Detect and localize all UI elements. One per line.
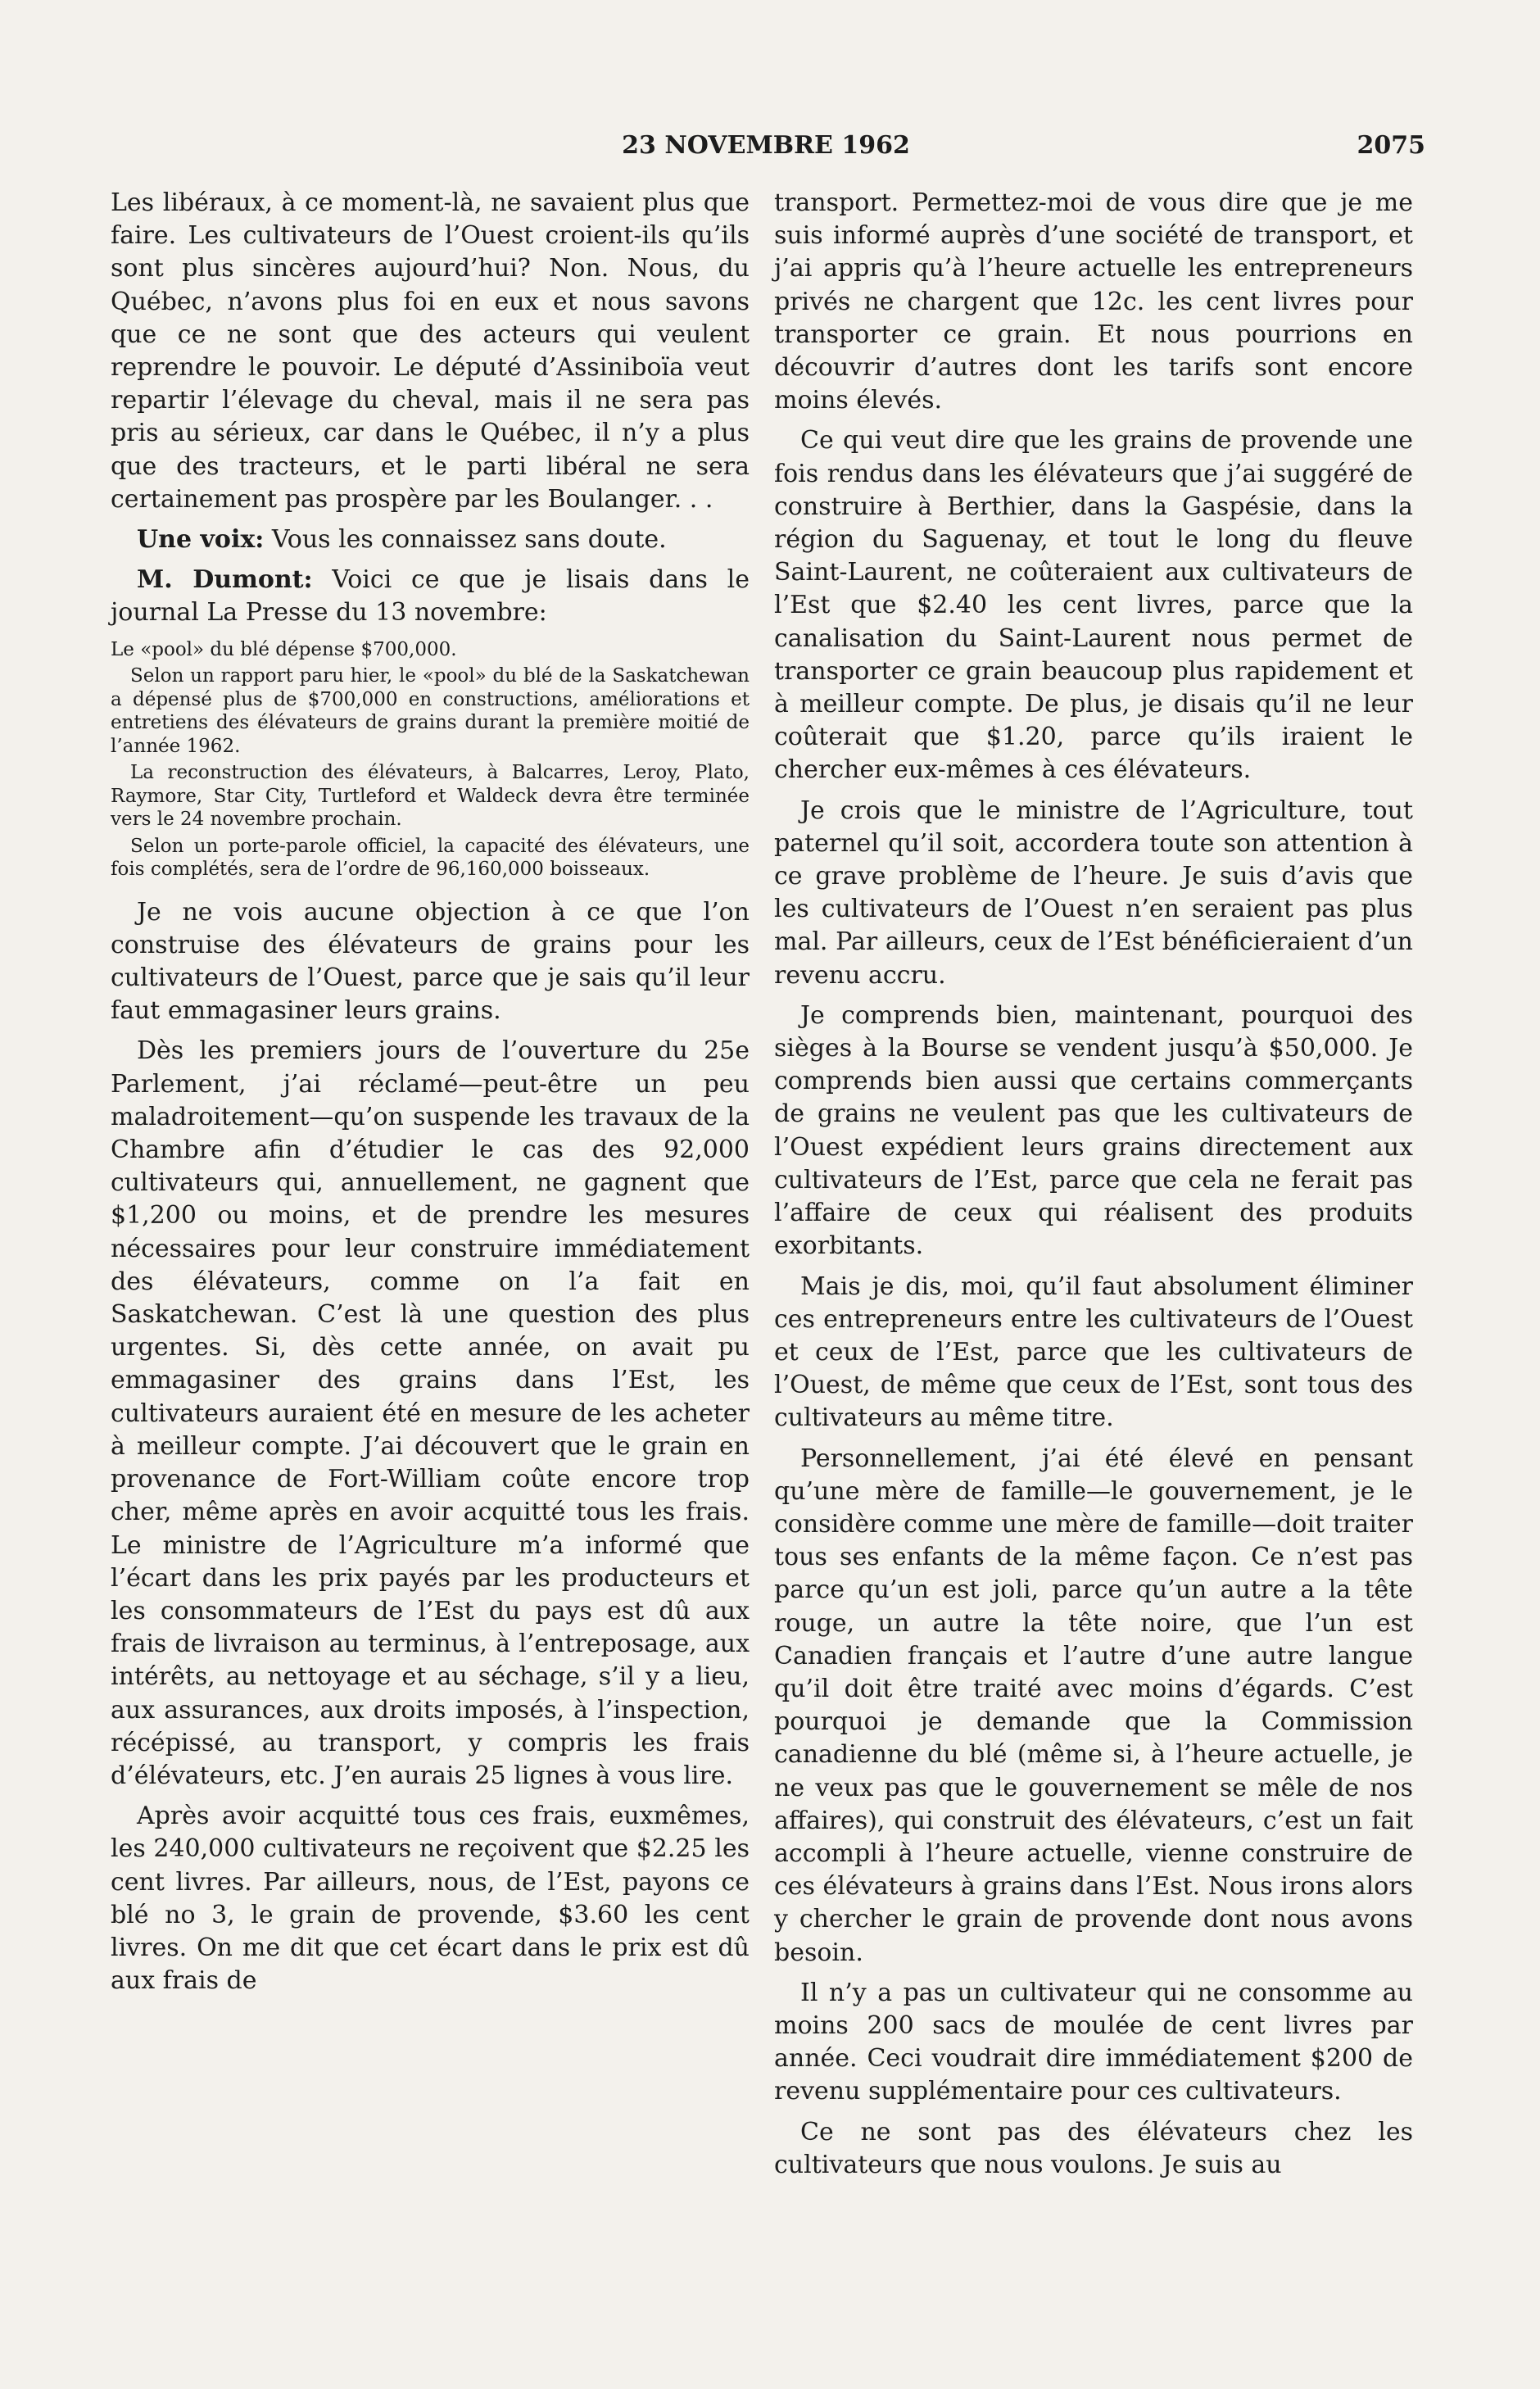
paragraph: Mais je dis, moi, qu’il faut absolument éliminer ces entrepreneurs entre les cultivateurs de l’Ouest et ceux de l’Est, parce que les cultivateurs de l’Ouest, de même que ceux de l’Est, sont tous des cultivateurs au même titre. — [774, 1272, 1413, 1433]
page-number: 2075 — [1357, 131, 1425, 160]
paragraph: Ce ne sont pas des élévateurs chez les cultivateurs que nous voulons. Je suis au — [774, 2117, 1413, 2179]
speaker-label: Une voix: — [137, 525, 265, 555]
left-column — [111, 187, 750, 2005]
speech-text: Vous les connaissez sans doute. — [264, 525, 667, 555]
paragraph: Ce qui veut dire que les grains de provende une fois rendus dans les élévateurs que j’ai suggéré de construire à Berthier, dans la Gaspésie, dans la région du Saguenay, et tout le long du fleuve Saint-Laurent, ne coûteraient aux cultivateurs de l’Est que $2.40 les cent livres, parce que la canalisation du Saint-Laurent nous permet de transporter ce grain beaucoup plus rapidement et à meilleur compte. De plus, je disais qu’il ne leur coûterait que $1.20, parce qu’ils iraient le chercher eux-mêmes à ces élévateurs. — [774, 426, 1413, 785]
paragraph: transport. Permettez-moi de vous dire que je me suis informé auprès d’une société de transport, et j’ai appris qu’à l’heure actuelle les entrepreneurs privés ne chargent que 12c. les cent livres pour transporter ce grain. Et nous pourrions en découvrir d’autres dont les tarifs sont encore moins élevés. — [774, 188, 1413, 415]
quote-paragraph: Selon un porte-parole officiel, la capacité des élévateurs, une fois complétés, sera de l’ordre de 96,160,000 boisseaux. — [111, 835, 750, 881]
speech-text: Voici ce que je lisais dans le journal La Presse du 13 novembre: — [111, 565, 750, 628]
right-column — [774, 187, 1413, 2189]
paragraph: Dès les premiers jours de l’ouverture du 25e Parlement, j’ai réclamé—peut-être un peu maladroitement—qu’on suspende les travaux de la Chambre afin d’étudier le cas des 92,000 cultivateurs qui, annuellement, ne gagnent que $1,200 ou moins, et de prendre les mesures nécessaires pour leur construire immédiatement des élévateurs, comme on l’a fait en Saskatchewan. C’est là une question des plus urgentes. Si, dès cette année, on avait pu emmagasiner des grains dans l’Est, les cultivateurs auraient été en mesure de les acheter à meilleur compte. J’ai découvert que le grain en provenance de Fort-William coûte encore trop cher, même après en avoir acquitté tous les frais. Le ministre de l’Agriculture m’a informé que l’écart dans les prix payés par les producteurs et les consommateurs de l’Est du pays est dû aux frais de livraison au terminus, à l’entreposage, aux intérêts, au nettoyage et au séchage, s’il y a lieu, aux assurances, aux droits imposés, à l’inspection, récépissé, au transport, y compris les frais d’élévateurs, etc. J’en aurais 25 lignes à vous lire. — [111, 1036, 750, 1790]
paragraph: Les libéraux, à ce moment-là, ne savaient plus que faire. Les cultivateurs de l’Ouest croient-ils qu’ils sont plus sincères aujourd’hui? Non. Nous, du Québec, n’avons plus foi en eux et nous savons que ce ne sont que des acteurs qui veulent reprendre le pouvoir. Le député d’Assiniboïa veut repartir l’élevage du cheval, mais il ne sera pas pris au sérieux, car dans le Québec, il n’y a plus que des tracteurs, et le parti libéral ne sera certainement pas prospère par les Boulanger. . . — [111, 188, 750, 514]
paragraph: Personnellement, j’ai été élevé en pensant qu’une mère de famille—le gouvernement, je le considère comme une mère de famille—doit traiter tous ses enfants de la même façon. Ce n’est pas parce qu’un est joli, parce qu’un autre a la tête rouge, un autre la tête noire, que l’un est Canadien français et l’autre d’une autre langue qu’il doit être traité avec moins d’égards. C’est pourquoi je demande que la Commission canadienne du blé (même si, à l’heure actuelle, je ne veux pas que le gouvernement se mêle de nos affaires), qui construit des élévateurs, c’est un fait accompli à l’heure actuelle, vienne construire de ces élévateurs à grains dans l’Est. Nous irons alors y chercher le grain de provende dont nous avons besoin. — [774, 1444, 1413, 1967]
paragraph: Je ne vois aucune objection à ce que l’on construise des élévateurs de grains pour les cultivateurs de l’Ouest, parce que je sais qu’il leur faut emmagasiner leurs grains. — [111, 897, 750, 1026]
quote-paragraph: La reconstruction des élévateurs, à Balcarres, Leroy, Plato, Raymore, Star City, Turtleford et Waldeck devra être terminée vers le 24 novembre prochain. — [111, 762, 750, 831]
paragraph: Il n’y a pas un cultivateur qui ne consomme au moins 200 sacs de moulée de cent livres par année. Ceci voudrait dire immédiatement $200 de revenu supplémentaire pour ces cultivateurs. — [774, 1978, 1413, 2106]
header-date: 23 NOVEMBRE 1962 — [622, 131, 910, 160]
speaker-label: M. Dumont: — [137, 565, 313, 595]
quote-paragraph: Selon un rapport paru hier, le «pool» du blé de la Saskatchewan a dépensé plus de $700,000 en constructions, améliorations et entretiens des élévateurs de grains durant la première moitié de l’année 1962. — [111, 665, 750, 757]
paragraph: Je crois que le ministre de l’Agriculture, tout paternel qu’il soit, accordera toute son attention à ce grave problème de l’heure. Je suis d’avis que les cultivateurs de l’Ouest n’en seraient pas plus mal. Par ailleurs, ceux de l’Est bénéficieraient d’un revenu accru. — [774, 796, 1413, 990]
page-header — [106, 123, 1425, 172]
paragraph: Je comprends bien, maintenant, pourquoi des sièges à la Bourse se vendent jusqu’à $50,000. Je comprends bien aussi que certains commerçants de grains ne veulent pas que les cultivateurs de l’Ouest expédient leurs grains directement aux cultivateurs de l’Est, parce que cela ne ferait pas l’affaire de ceux qui réalisent des produits exorbitants. — [774, 1000, 1413, 1261]
paragraph — [111, 524, 750, 556]
paragraph — [111, 564, 750, 629]
quote-line: Le «pool» du blé dépense $700,000. — [111, 638, 457, 660]
paragraph: Après avoir acquitté tous ces frais, euxmêmes, les 240,000 cultivateurs ne reçoivent que $2.25 les cent livres. Par ailleurs, nous, de l’Est, payons ce blé no 3, le grain de provende, $3.60 les cent livres. On me dit que cet écart dans le prix est dû aux frais de — [111, 1802, 750, 1996]
